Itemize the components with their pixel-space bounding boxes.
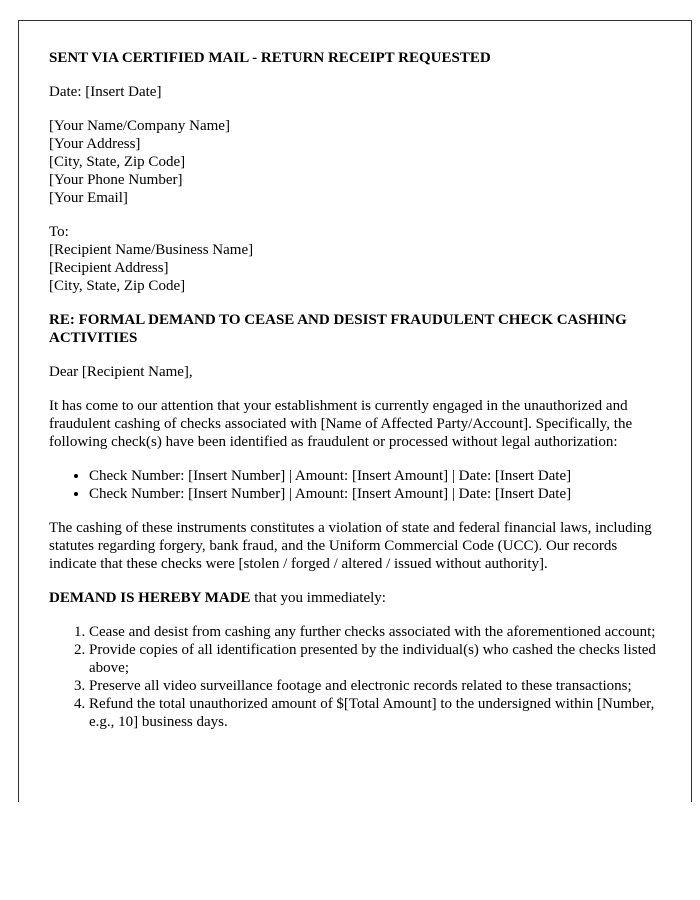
sender-line: [City, State, Zip Code] bbox=[49, 154, 186, 170]
sender-line: [Your Phone Number] bbox=[49, 172, 183, 188]
check-list bbox=[49, 467, 661, 503]
demand-item: 1. Cease and desist from cashing any further checks associated with the aforementioned account; bbox=[89, 623, 661, 641]
recipient-line: [Recipient Address] bbox=[49, 260, 169, 276]
letter-page bbox=[18, 20, 692, 802]
recipient-line: [Recipient Name/Business Name] bbox=[49, 242, 254, 258]
sender-line: [Your Address] bbox=[49, 136, 141, 152]
recipient-line: [City, State, Zip Code] bbox=[49, 278, 186, 294]
demand-intro bbox=[49, 589, 661, 607]
demand-item: 2. Provide copies of all identification presented by the individual(s) who cashed the checks listed above; bbox=[89, 641, 661, 677]
paragraph-violation: The cashing of these instruments constitutes a violation of state and federal financial laws, including statutes regarding forgery, bank fraud, and the Uniform Commercial Code (UCC). Our records indicate that these checks were [stolen / forged / altered / issued without authority]. bbox=[49, 520, 652, 572]
recipient-block bbox=[49, 223, 661, 295]
demand-rest: that you immediately: bbox=[250, 590, 386, 606]
paragraph-intro: It has come to our attention that your establishment is currently engaged in the unauthorized and fraudulent cashing of checks associated with [Name of Affected Party/Account]. Specifically, the following check(s) have been identified as fraudulent or processed without legal authorization: bbox=[49, 398, 633, 450]
demand-bold: DEMAND IS HEREBY MADE bbox=[49, 590, 251, 606]
check-item: • Check Number: [Insert Number] | Amount: [Insert Amount] | Date: [Insert Date] bbox=[89, 467, 661, 485]
check-item: • Check Number: [Insert Number] | Amount: [Insert Amount] | Date: [Insert Date] bbox=[89, 485, 661, 503]
salutation: Dear [Recipient Name], bbox=[49, 364, 193, 380]
demand-item: 4. Refund the total unauthorized amount of $[Total Amount] to the undersigned within [Number, e.g., 10] business days. bbox=[89, 695, 661, 731]
to-label: To: bbox=[49, 224, 69, 240]
demand-item: 3. Preserve all video surveillance footage and electronic records related to these transactions; bbox=[89, 677, 661, 695]
date-line: Date: [Insert Date] bbox=[49, 84, 162, 100]
sender-line: [Your Email] bbox=[49, 190, 128, 206]
sender-block bbox=[49, 117, 661, 207]
sender-line: [Your Name/Company Name] bbox=[49, 118, 230, 134]
demand-list bbox=[49, 623, 661, 731]
subject-line: RE: FORMAL DEMAND TO CEASE AND DESIST FRAUDULENT CHECK CASHING ACTIVITIES bbox=[49, 312, 627, 346]
mail-header: SENT VIA CERTIFIED MAIL - RETURN RECEIPT REQUESTED bbox=[49, 50, 491, 66]
